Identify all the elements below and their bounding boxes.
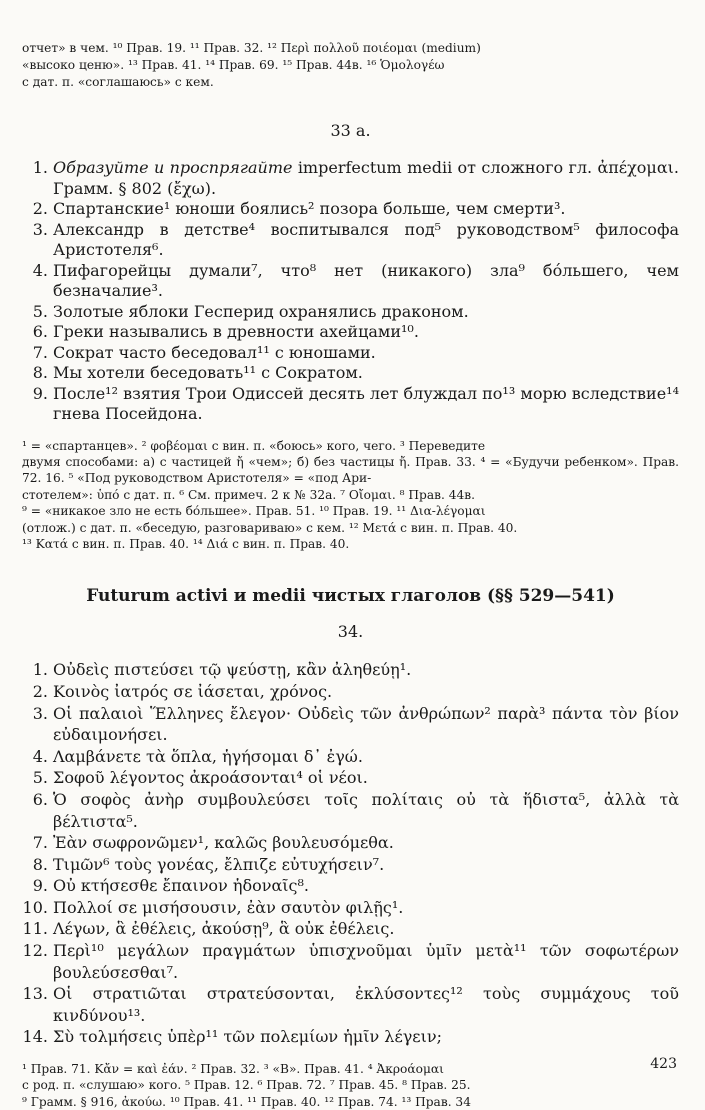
list-item: [22, 875, 679, 897]
item-text: Λαμβάνετε τὰ ὅπλα, ἡγήσομαι δ᾽ ἐγώ.: [53, 746, 363, 766]
exercise-33a-footnotes: [22, 438, 679, 553]
item-text: Κοινὸς ἰατρός σε ἰάσεται, χρόνος.: [53, 681, 333, 701]
exercise-33a-list: [22, 158, 679, 425]
item-text: Мы хотели беседовать¹¹ с Сократом.: [53, 363, 363, 382]
section-title: Futurum activi и medii чистых глаголов (§§ 529—541): [86, 586, 615, 607]
list-item: [22, 220, 679, 261]
item-number: 1.: [32, 660, 48, 680]
list-item: [22, 158, 679, 199]
list-item: [22, 659, 679, 681]
item-number: 9.: [32, 383, 48, 403]
list-item: [22, 343, 679, 364]
footnote-line: ¹³ Κατά с вин. п. Прав. 40. ¹⁴ Διά с вин. п. Прав. 40.: [22, 536, 350, 551]
list-item: [22, 384, 679, 425]
exercise-33a-heading: 33 а.: [330, 121, 371, 140]
footnote-line: стотелем»: ὑπό с дат. п. ⁶ См. примеч. 2 к № 32а. ⁷ Οἴομαι. ⁸ Прав. 44в.: [22, 487, 475, 502]
item-text: Σὺ τολμήσεις ὑπὲρ¹¹ τῶν πολεμίων ἡμῖν λέγειν;: [53, 1027, 442, 1047]
item-text: Золотые яблоки Гесперид охранялись драконом.: [53, 301, 469, 321]
list-item: [22, 199, 679, 220]
exercise-34-list: [22, 659, 679, 1048]
item-text: Греки назывались в древности ахейцами¹⁰.: [53, 322, 419, 341]
item-text: Οὐδεὶς πιστεύσει τῷ ψεύστῃ, κἂν ἀληθεύῃ¹.: [53, 660, 412, 680]
footnote-line: «высоко ценю». ¹³ Прав. 41. ¹⁴ Прав. 69. ¹⁵ Прав. 44в. ¹⁶ Ὁμολογέω: [22, 58, 445, 72]
item-text: Τιμῶν⁶ τοὺς γονέας, ἔλπιζε εὐτυχήσειν⁷.: [53, 854, 385, 874]
list-item: [22, 681, 679, 703]
footnote-line: с дат. п. «соглашаюсь» с кем.: [22, 75, 214, 89]
item-number: 4.: [32, 260, 48, 280]
item-number: 11.: [22, 919, 48, 939]
item-number: 9.: [32, 876, 48, 896]
item-number: 2.: [32, 681, 48, 701]
item-text: Ἐὰν σωφρονῶμεν¹, καλῶς βουλευσόμεθα.: [53, 833, 394, 853]
item-number: 13.: [22, 984, 48, 1004]
list-item: [22, 918, 679, 940]
footnotes-continued: [22, 40, 679, 91]
item-number: 1.: [32, 158, 48, 177]
item-italic-text: Образуйте и проспрягайте: [53, 158, 293, 177]
item-text: Ὁ σοφὸς ἀνὴρ συμβουλεύσει τοῖς πολίταις οὐ τὰ ἥδιστα⁵, ἀλλὰ τὰ βέλτιστα⁵.: [53, 789, 679, 831]
item-number: 3.: [32, 703, 48, 723]
list-item: [22, 363, 679, 384]
item-number: 14.: [22, 1027, 48, 1047]
item-number: 12.: [22, 941, 48, 961]
item-number: 7.: [32, 342, 48, 362]
item-text: Περὶ¹⁰ μεγάλων πραγμάτων ὑπισχνοῦμαι ὑμῖν μετὰ¹¹ τῶν σοφωτέρων βουλεύσεσθαι⁷.: [53, 941, 679, 982]
list-item: [22, 302, 679, 323]
footnote-line: с род. п. «слушаю» кого. ⁵ Прав. 12. ⁶ Прав. 72. ⁷ Прав. 45. ⁸ Прав. 25.: [22, 1078, 471, 1093]
item-number: 2.: [32, 199, 48, 218]
list-item: [22, 1026, 679, 1048]
list-item: [22, 703, 679, 746]
item-text: [53, 158, 679, 199]
list-item: [22, 854, 679, 876]
item-number: 3.: [32, 219, 48, 239]
item-text: Пифагорейцы думали⁷, что⁸ нет (никакого) зла⁹ бо́льшего, чем безначалие³.: [53, 260, 679, 300]
list-item: [22, 746, 679, 768]
footnote-line: ⁹ = «никакое зло не есть бо́льшее». Прав. 51. ¹⁰ Прав. 19. ¹¹ Δια-λέγομαι: [22, 504, 486, 519]
item-number: 8.: [32, 854, 48, 874]
item-text: Πολλοί σε μισήσουσιν, ἐὰν σαυτὸν φιλῇς¹.: [53, 897, 404, 917]
item-text: Οἱ στρατιῶται στρατεύσονται, ἐκλύσοντες¹² τοὺς συμμάχους τοῦ κινδύνου¹³.: [53, 984, 679, 1025]
item-number: 7.: [32, 833, 48, 853]
item-text: Λέγων, ἃ ἐθέλεις, ἀκούσῃ⁹, ἃ οὐκ ἐθέλεις.: [53, 919, 395, 939]
exercise-34-heading: 34.: [337, 622, 364, 642]
item-text: Спартанские¹ юноши боялись² позора больше, чем смерти³.: [53, 199, 566, 218]
item-number: 10.: [22, 897, 48, 917]
page-number: 423: [650, 1056, 677, 1072]
item-number: 6.: [32, 322, 48, 341]
list-item: [22, 322, 679, 343]
item-number: 8.: [32, 363, 48, 382]
list-item: [22, 897, 679, 919]
list-item: [22, 789, 679, 832]
list-item: [22, 261, 679, 302]
footnote-line: двумя способами: а) с частицей ἤ «чем»; б) без частицы ἤ. Прав. 33. ⁴ = «Будучи ребенком». Прав. 72. 16. ⁵ «Под руководством Аристотеля» = «под Ари-: [22, 454, 679, 486]
item-text: Οἱ παλαιοὶ Ἕλληνες ἔλεγον· Οὐδεὶς τῶν ἀνθρώπων² παρὰ³ πάντα τὸν βίον εὐδαιμονήσει.: [53, 703, 679, 745]
list-item: [22, 983, 679, 1026]
exercise-34-footnotes: [22, 1061, 679, 1110]
item-text: Александр в детстве⁴ воспитывался под⁵ руководством⁵ философа Аристотеля⁶.: [53, 219, 679, 259]
footnote-line: (отлож.) с дат. п. «беседую, разговариваю» с кем. ¹² Μετά с вин. п. Прав. 40.: [22, 520, 518, 535]
footnote-line: ¹ Прав. 71. Κἄν = καὶ ἐάν. ² Прав. 32. ³ «В». Прав. 41. ⁴ Ἀκροάομαι: [22, 1062, 444, 1077]
item-text: Οὐ κτήσεσθε ἔπαινον ἡδοναῖς⁸.: [53, 876, 309, 896]
item-plain-text: imperfectum medii от сложного гл. ἀπέχομαι. Грамм. § 802 (ἔχω).: [53, 158, 679, 198]
footnote-line: отчет» в чем. ¹⁰ Прав. 19. ¹¹ Прав. 32. ¹² Περὶ πολλοῦ ποιέομαι (medium): [22, 41, 481, 55]
item-number: 6.: [32, 789, 48, 809]
item-text: Σοφοῦ λέγοντος ἀκροάσονται⁴ οἱ νέοι.: [53, 768, 368, 788]
footnote-line: ¹ = «спартанцев». ² φοβέομαι с вин. п. «боюсь» кого, чего. ³ Переведите: [22, 438, 486, 453]
footnote-line: ⁹ Грамм. § 916, ἀκούω. ¹⁰ Прав. 41. ¹¹ Прав. 40. ¹² Прав. 74. ¹³ Прав. 34: [22, 1094, 471, 1109]
list-item: [22, 832, 679, 854]
list-item: [22, 940, 679, 983]
item-number: 5.: [32, 768, 48, 788]
item-number: 5.: [32, 301, 48, 321]
item-text: После¹² взятия Трои Одиссей десять лет блуждал по¹³ морю вследствие¹⁴ гнева Посейдона.: [53, 383, 679, 423]
item-number: 4.: [32, 746, 48, 766]
list-item: [22, 767, 679, 789]
item-text: Сократ часто беседовал¹¹ с юношами.: [53, 342, 376, 362]
